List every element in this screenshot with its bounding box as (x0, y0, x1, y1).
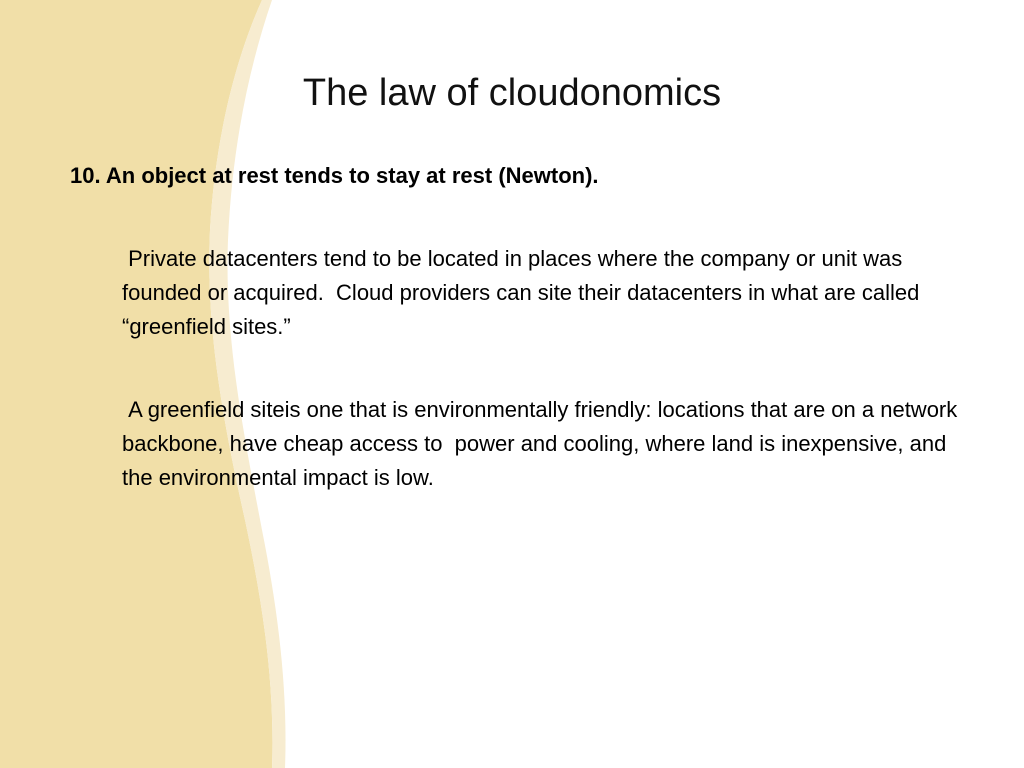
body-paragraph-2: A greenfield siteis one that is environmentally friendly: locations that are on a network backbone, have cheap access to power and cooling, where land is inexpensive, and the environmental impact is low. (122, 397, 964, 490)
slide-heading: 10. An object at rest tends to stay at rest (Newton). (70, 163, 599, 188)
slide-title: The law of cloudonomics (302, 72, 722, 114)
body-paragraph-1: Private datacenters tend to be located in places where the company or unit was founded or acquired. Cloud providers can site their datacenters in what are called “greenfield sites.” (122, 246, 926, 339)
